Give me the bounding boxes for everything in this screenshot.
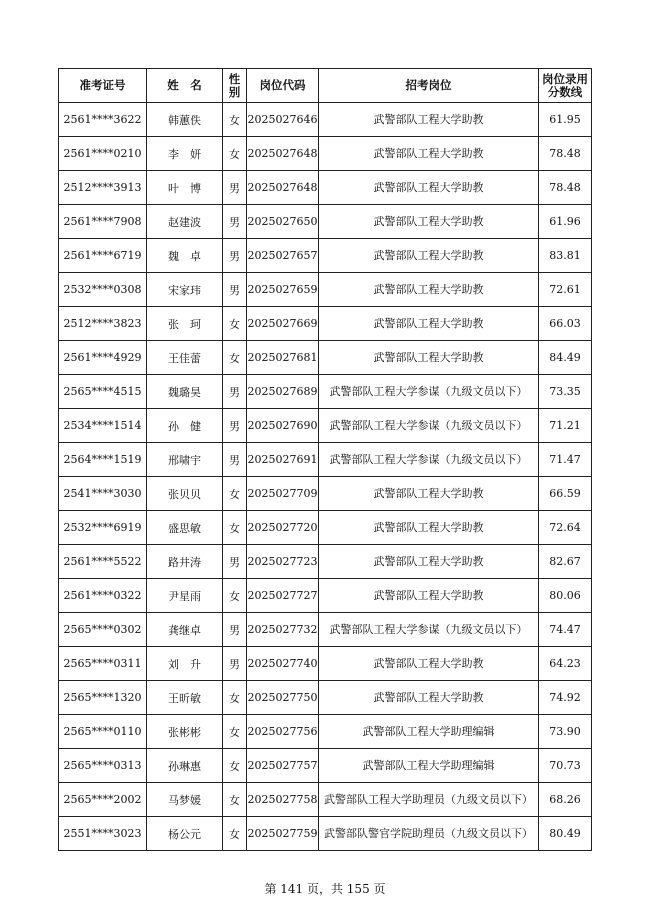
cell-post: 武警部队工程大学助教	[319, 103, 539, 137]
cell-exam-id: 2565****0110	[59, 715, 147, 749]
cell-exam-id: 2561****5522	[59, 545, 147, 579]
cell-post: 武警部队工程大学助教	[319, 137, 539, 171]
cell-exam-id: 2561****7908	[59, 205, 147, 239]
cell-name: 刘 升	[147, 647, 223, 681]
table-row	[59, 103, 592, 137]
cell-score: 66.03	[539, 307, 592, 341]
cell-exam-id: 2565****0302	[59, 613, 147, 647]
cell-exam-id: 2534****1514	[59, 409, 147, 443]
cell-post-code: 2025027681	[247, 341, 319, 375]
page-number: 第 141 页，共 155 页	[264, 882, 386, 896]
cell-name: 宋家玮	[147, 273, 223, 307]
cell-gender: 女	[223, 681, 247, 715]
cell-score: 61.95	[539, 103, 592, 137]
cell-post: 武警部队工程大学助教	[319, 545, 539, 579]
cell-post: 武警部队工程大学助理员（九级文员以下）	[319, 783, 539, 817]
cell-score: 73.90	[539, 715, 592, 749]
cell-post-code: 2025027646	[247, 103, 319, 137]
cell-exam-id: 2561****0210	[59, 137, 147, 171]
table-row	[59, 647, 592, 681]
header-post: 招考岗位	[319, 69, 539, 103]
cell-name: 尹星雨	[147, 579, 223, 613]
table-row	[59, 477, 592, 511]
cell-post-code: 2025027740	[247, 647, 319, 681]
cell-exam-id: 2561****0322	[59, 579, 147, 613]
cell-score: 74.47	[539, 613, 592, 647]
cell-exam-id: 2532****6919	[59, 511, 147, 545]
cell-gender: 女	[223, 715, 247, 749]
cell-name: 杨公元	[147, 817, 223, 851]
table-row	[59, 341, 592, 375]
cell-gender: 女	[223, 477, 247, 511]
cell-score: 68.26	[539, 783, 592, 817]
header-gender-label: 性别	[228, 71, 241, 99]
header-name: 姓 名	[147, 69, 223, 103]
cell-name: 路井涛	[147, 545, 223, 579]
cell-gender: 女	[223, 137, 247, 171]
table-row	[59, 443, 592, 477]
table-row	[59, 273, 592, 307]
cell-score: 82.67	[539, 545, 592, 579]
cell-name: 龚继卓	[147, 613, 223, 647]
cell-post: 武警部队工程大学参谋（九级文员以下）	[319, 375, 539, 409]
table-row	[59, 579, 592, 613]
cell-post: 武警部队工程大学助理编辑	[319, 749, 539, 783]
cell-exam-id: 2565****1320	[59, 681, 147, 715]
cell-post: 武警部队工程大学参谋（九级文员以下）	[319, 443, 539, 477]
cell-gender: 男	[223, 613, 247, 647]
cell-post: 武警部队警官学院助理员（九级文员以下）	[319, 817, 539, 851]
cell-post-code: 2025027669	[247, 307, 319, 341]
cell-exam-id: 2565****0311	[59, 647, 147, 681]
cell-score: 71.47	[539, 443, 592, 477]
table-row	[59, 817, 592, 851]
cell-post: 武警部队工程大学助教	[319, 579, 539, 613]
cell-name: 李 妍	[147, 137, 223, 171]
table-row	[59, 545, 592, 579]
cell-exam-id: 2561****6719	[59, 239, 147, 273]
cell-post-code: 2025027709	[247, 477, 319, 511]
table-row	[59, 375, 592, 409]
cell-post-code: 2025027659	[247, 273, 319, 307]
table-row	[59, 239, 592, 273]
cell-gender: 男	[223, 375, 247, 409]
cell-post-code: 2025027650	[247, 205, 319, 239]
table-header-row	[59, 69, 592, 103]
cell-post: 武警部队工程大学参谋（九级文员以下）	[319, 409, 539, 443]
cell-post-code: 2025027648	[247, 171, 319, 205]
cell-name: 盛思敏	[147, 511, 223, 545]
cell-post: 武警部队工程大学助教	[319, 341, 539, 375]
cell-score: 73.35	[539, 375, 592, 409]
cell-gender: 男	[223, 647, 247, 681]
cell-exam-id: 2561****4929	[59, 341, 147, 375]
table-row	[59, 409, 592, 443]
cell-post-code: 2025027727	[247, 579, 319, 613]
cell-exam-id: 2564****1519	[59, 443, 147, 477]
cell-exam-id: 2541****3030	[59, 477, 147, 511]
table-row	[59, 307, 592, 341]
cell-score: 78.48	[539, 137, 592, 171]
cell-gender: 男	[223, 545, 247, 579]
cell-post: 武警部队工程大学助教	[319, 307, 539, 341]
table-row	[59, 681, 592, 715]
cell-name: 张彬彬	[147, 715, 223, 749]
table-row	[59, 137, 592, 171]
cell-exam-id: 2565****4515	[59, 375, 147, 409]
cell-exam-id: 2512****3913	[59, 171, 147, 205]
table-row	[59, 715, 592, 749]
table-body	[59, 103, 592, 851]
cell-post-code: 2025027756	[247, 715, 319, 749]
cell-name: 韩蕙佚	[147, 103, 223, 137]
header-exam-id: 准考证号	[59, 69, 147, 103]
cell-name: 叶 博	[147, 171, 223, 205]
table-row	[59, 205, 592, 239]
cell-gender: 男	[223, 239, 247, 273]
cell-post-code: 2025027758	[247, 783, 319, 817]
cell-post-code: 2025027732	[247, 613, 319, 647]
cell-post-code: 2025027750	[247, 681, 319, 715]
cell-exam-id: 2561****3622	[59, 103, 147, 137]
header-score: 岗位录用分数线	[539, 69, 592, 103]
table-row	[59, 613, 592, 647]
cell-post: 武警部队工程大学助教	[319, 477, 539, 511]
cell-exam-id: 2532****0308	[59, 273, 147, 307]
cell-post-code: 2025027648	[247, 137, 319, 171]
cell-score: 78.48	[539, 171, 592, 205]
cell-post-code: 2025027723	[247, 545, 319, 579]
cell-exam-id: 2512****3823	[59, 307, 147, 341]
cell-name: 孙 健	[147, 409, 223, 443]
cell-gender: 女	[223, 103, 247, 137]
cell-gender: 女	[223, 783, 247, 817]
cell-post: 武警部队工程大学助教	[319, 273, 539, 307]
cell-gender: 女	[223, 579, 247, 613]
cell-score: 64.23	[539, 647, 592, 681]
cell-name: 魏 卓	[147, 239, 223, 273]
cell-score: 84.49	[539, 341, 592, 375]
cell-score: 74.92	[539, 681, 592, 715]
cell-score: 80.49	[539, 817, 592, 851]
cell-post: 武警部队工程大学助教	[319, 681, 539, 715]
cell-score: 72.64	[539, 511, 592, 545]
cell-name: 马梦媛	[147, 783, 223, 817]
cell-score: 70.73	[539, 749, 592, 783]
cell-post-code: 2025027720	[247, 511, 319, 545]
table-row	[59, 511, 592, 545]
cell-gender: 男	[223, 443, 247, 477]
cell-post: 武警部队工程大学助教	[319, 205, 539, 239]
cell-post-code: 2025027757	[247, 749, 319, 783]
cell-post-code: 2025027690	[247, 409, 319, 443]
cell-score: 61.96	[539, 205, 592, 239]
cell-name: 王佳蕾	[147, 341, 223, 375]
cell-name: 张贝贝	[147, 477, 223, 511]
cell-gender: 男	[223, 205, 247, 239]
cell-gender: 女	[223, 511, 247, 545]
table-row	[59, 749, 592, 783]
cell-post: 武警部队工程大学助教	[319, 511, 539, 545]
cell-name: 张 珂	[147, 307, 223, 341]
table-row	[59, 783, 592, 817]
cell-gender: 女	[223, 817, 247, 851]
cell-gender: 女	[223, 749, 247, 783]
cell-gender: 女	[223, 307, 247, 341]
cell-post: 武警部队工程大学助教	[319, 647, 539, 681]
cell-post-code: 2025027691	[247, 443, 319, 477]
cell-score: 71.21	[539, 409, 592, 443]
cell-score: 80.06	[539, 579, 592, 613]
cell-name: 赵建波	[147, 205, 223, 239]
cell-score: 66.59	[539, 477, 592, 511]
cell-gender: 男	[223, 171, 247, 205]
cell-exam-id: 2551****3023	[59, 817, 147, 851]
cell-post: 武警部队工程大学助教	[319, 171, 539, 205]
cell-post: 武警部队工程大学助理编辑	[319, 715, 539, 749]
cell-gender: 女	[223, 341, 247, 375]
cell-gender: 男	[223, 409, 247, 443]
score-table	[58, 68, 592, 851]
cell-exam-id: 2565****2002	[59, 783, 147, 817]
cell-exam-id: 2565****0313	[59, 749, 147, 783]
table-row	[59, 171, 592, 205]
cell-score: 83.81	[539, 239, 592, 273]
cell-name: 魏璐昊	[147, 375, 223, 409]
cell-name: 王昕敏	[147, 681, 223, 715]
cell-gender: 男	[223, 273, 247, 307]
cell-post-code: 2025027689	[247, 375, 319, 409]
cell-post-code: 2025027759	[247, 817, 319, 851]
cell-score: 72.61	[539, 273, 592, 307]
cell-post-code: 2025027657	[247, 239, 319, 273]
cell-name: 孙琳惠	[147, 749, 223, 783]
header-post-code: 岗位代码	[247, 69, 319, 103]
cell-name: 邢啸宇	[147, 443, 223, 477]
cell-post: 武警部队工程大学助教	[319, 239, 539, 273]
header-gender	[223, 69, 247, 103]
cell-post: 武警部队工程大学参谋（九级文员以下）	[319, 613, 539, 647]
